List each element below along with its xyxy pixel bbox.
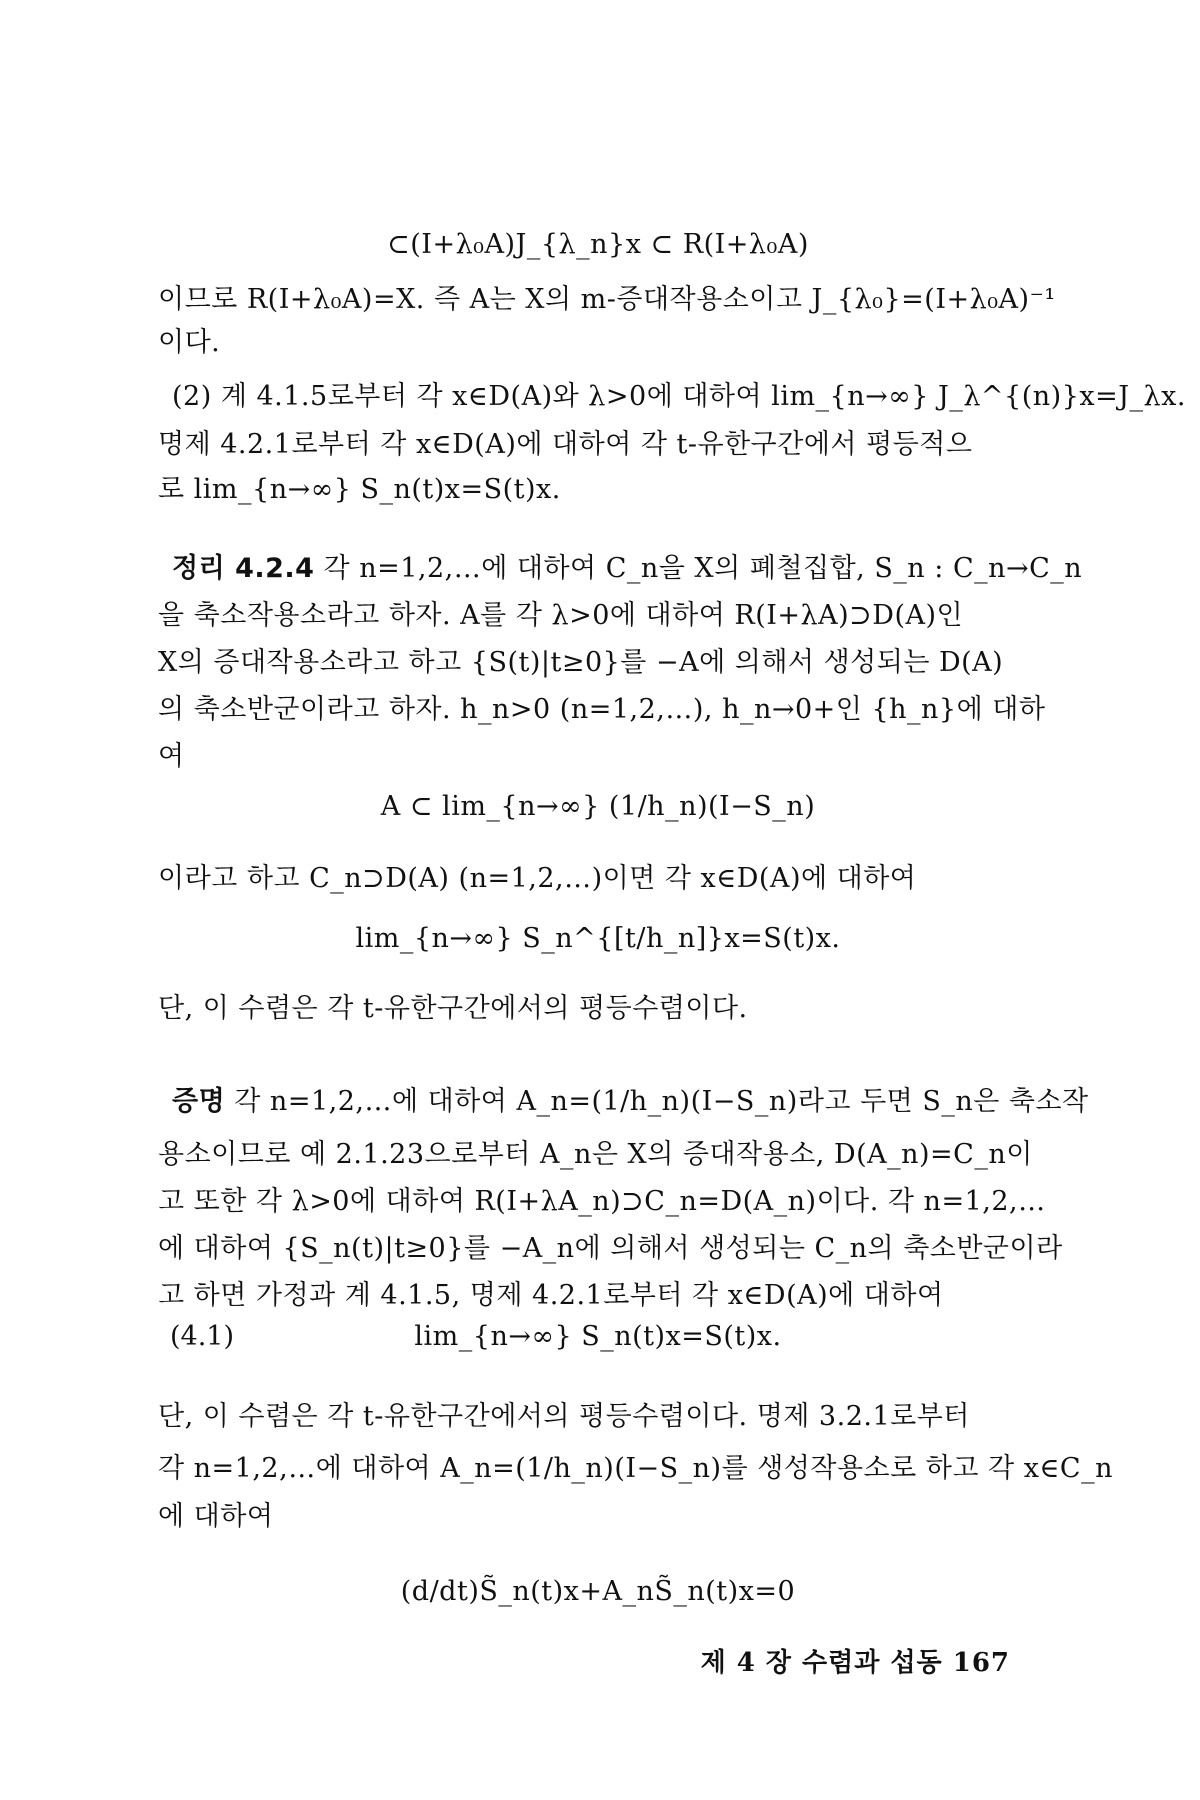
formula-line: A ⊂ lim_{n→∞} (1/h_n)(I−S_n) xyxy=(380,791,816,822)
text-line: 이다. xyxy=(158,327,221,358)
text-line: 각 n=1,2,…에 대하여 A_n=(1/h_n)(I−S_n)를 생성작용소로 하고 각 x∈C_n xyxy=(158,1453,1113,1484)
text-line: 용소이므로 예 2.1.23으로부터 A_n은 X의 증대작용소, D(A_n)=C_n이 xyxy=(158,1139,1033,1170)
proof-text: 각 n=1,2,…에 대하여 A_n=(1/h_n)(I−S_n)라고 두면 S_n은 축소작 xyxy=(234,1086,1089,1117)
text-line: 여 xyxy=(158,741,185,772)
text-line: 의 축소반군이라고 하자. h_n>0 (n=1,2,…), h_n→0+인 {h_n}에 대하 xyxy=(158,694,1046,725)
text-line: 을 축소작용소라고 하자. A를 각 λ>0에 대하여 R(I+λA)⊃D(A)인 xyxy=(158,600,964,631)
formula-line: (d/dt)S̃_n(t)x+A_nS̃_n(t)x=0 xyxy=(400,1576,796,1607)
proof-line xyxy=(172,1085,1089,1119)
text-line: 고 또한 각 λ>0에 대하여 R(I+λA_n)⊃C_n=D(A_n)이다. 각 n=1,2,… xyxy=(158,1186,1046,1217)
equation-number: (4.1) xyxy=(170,1321,235,1352)
theorem-line xyxy=(172,552,1083,586)
text-line: 고 하면 가정과 계 4.1.5, 명제 4.2.1로부터 각 x∈D(A)에 대하여 xyxy=(158,1280,944,1311)
theorem-text: 각 n=1,2,…에 대하여 C_n을 X의 폐철집합, S_n : C_n→C_n xyxy=(323,553,1083,584)
text-line: 에 대하여 {S_n(t)|t≥0}를 −A_n에 의해서 생성되는 C_n의 축소반군이라 xyxy=(158,1233,1063,1264)
formula-line: ⊂(I+λ₀A)J_{λ_n}x ⊂ R(I+λ₀A) xyxy=(387,229,809,260)
formula-line: lim_{n→∞} S_n^{[t/h_n]}x=S(t)x. xyxy=(355,923,841,954)
text-line: (2) 계 4.1.5로부터 각 x∈D(A)와 λ>0에 대하여 lim_{n→∞} J_λ^{(n)}x=J_λx. xyxy=(172,381,1186,412)
page-footer: 제 4 장 수렴과 섭동 167 xyxy=(700,1648,1010,1678)
text-line: 명제 4.2.1로부터 각 x∈D(A)에 대하여 각 t-유한구간에서 평등적으 xyxy=(158,429,973,460)
text-line: 이므로 R(I+λ₀A)=X. 즉 A는 X의 m-증대작용소이고 J_{λ₀}=(I+λ₀A)⁻¹ xyxy=(158,284,1056,315)
text-line: 이라고 하고 C_n⊃D(A) (n=1,2,…)이면 각 x∈D(A)에 대하여 xyxy=(158,863,917,894)
text-line: 에 대하여 xyxy=(158,1501,274,1532)
proof-label: 증명 xyxy=(172,1086,226,1117)
text-line: 단, 이 수렴은 각 t-유한구간에서의 평등수렴이다. 명제 3.2.1로부터 xyxy=(158,1401,970,1432)
text-line: 단, 이 수렴은 각 t-유한구간에서의 평등수렴이다. xyxy=(158,993,748,1024)
text-line: 로 lim_{n→∞} S_n(t)x=S(t)x. xyxy=(158,474,561,505)
formula-line: lim_{n→∞} S_n(t)x=S(t)x. xyxy=(414,1321,782,1352)
theorem-label: 정리 4.2.4 xyxy=(172,553,315,584)
text-line: X의 증대작용소라고 하고 {S(t)|t≥0}를 −A에 의해서 생성되는 D(A) xyxy=(158,647,1004,678)
